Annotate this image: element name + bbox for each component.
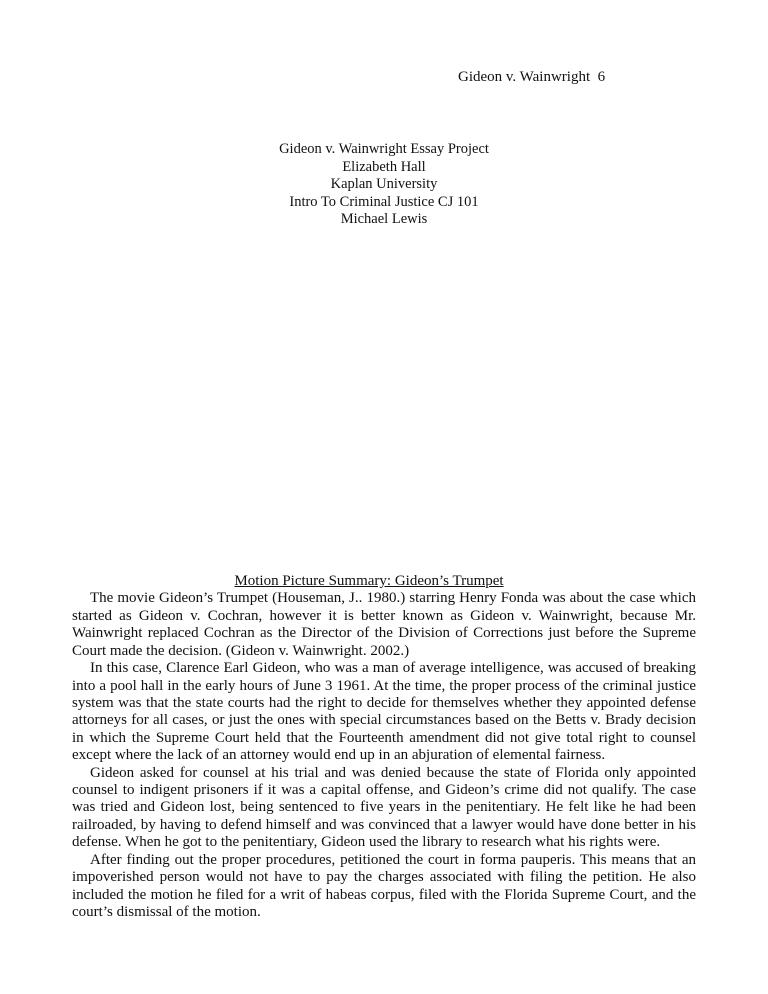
paragraph xyxy=(72,590,696,660)
text-line: included the motion he filed for a writ of habeas corpus, filed with the Florida Supreme Court, and the xyxy=(72,886,696,903)
text-line: railroaded, by having to defend himself and was convinced that a lawyer would have done better in his xyxy=(72,816,696,833)
text-line: except where the lack of an attorney would end up in an abjuration of elemental fairness. xyxy=(72,747,606,764)
text-line: court’s dismissal of the motion. xyxy=(72,904,261,921)
paragraph xyxy=(72,852,696,922)
institution: Kaplan University xyxy=(330,176,438,193)
paragraph xyxy=(72,765,696,852)
text-line: in which the Supreme Court held that the Fourteenth amendment did not give total right to counsel xyxy=(72,729,696,746)
paragraph xyxy=(72,660,696,765)
text-line: In this case, Clarence Earl Gideon, who was a man of average intelligence, was accused of breaking xyxy=(90,660,696,677)
text-line: system was that the state courts had the right to decide for themselves whether they appointed defense xyxy=(72,694,696,711)
text-line: into a pool hall in the early hours of June 3 1961. At the time, the proper process of the criminal justice xyxy=(72,677,696,694)
text-line: was tried and Gideon lost, being sentenced to five years in the penitentiary. He felt like he had been xyxy=(72,799,696,816)
text-line: After finding out the proper procedures, petitioned the court in forma pauperis. This means that an xyxy=(90,851,696,868)
text-line: impoverished person would not have to pay the charges associated with filing the petition. He also xyxy=(72,869,696,886)
text-line: started as Gideon v. Cochran, however it is better known as Gideon v. Wainwright, because Mr. xyxy=(72,607,696,624)
text-line: Court made the decision. (Gideon v. Wainwright. 2002.) xyxy=(72,642,410,659)
text-line: attorneys for all cases, or just the ones with special circumstances based on the Betts v. Brady decision xyxy=(72,712,696,729)
essay-body xyxy=(72,573,696,921)
text-line: Wainwright replaced Cochran as the Director of the Division of Corrections just before the Supreme xyxy=(72,625,696,642)
course-name: Intro To Criminal Justice CJ 101 xyxy=(289,193,479,210)
instructor-name: Michael Lewis xyxy=(340,211,428,228)
text-line: Gideon asked for counsel at his trial and was denied because the state of Florida only appointed xyxy=(90,764,696,781)
title-block xyxy=(0,141,768,229)
text-line: counsel to indigent prisoners if it was a capital offense, and Gideon’s crime did not qualify. The case xyxy=(72,782,696,799)
section-heading: Motion Picture Summary: Gideon’s Trumpet xyxy=(234,573,504,589)
author-name: Elizabeth Hall xyxy=(342,158,426,175)
essay-title: Gideon v. Wainwright Essay Project xyxy=(279,141,489,157)
running-header: Gideon v. Wainwright 6 xyxy=(458,69,606,85)
text-line: defense. When he got to the penitentiary, Gideon used the library to research what his rights were. xyxy=(72,834,661,851)
text-line: The movie Gideon’s Trumpet (Houseman, J.. 1980.) starring Henry Fonda was about the case which xyxy=(90,590,696,607)
